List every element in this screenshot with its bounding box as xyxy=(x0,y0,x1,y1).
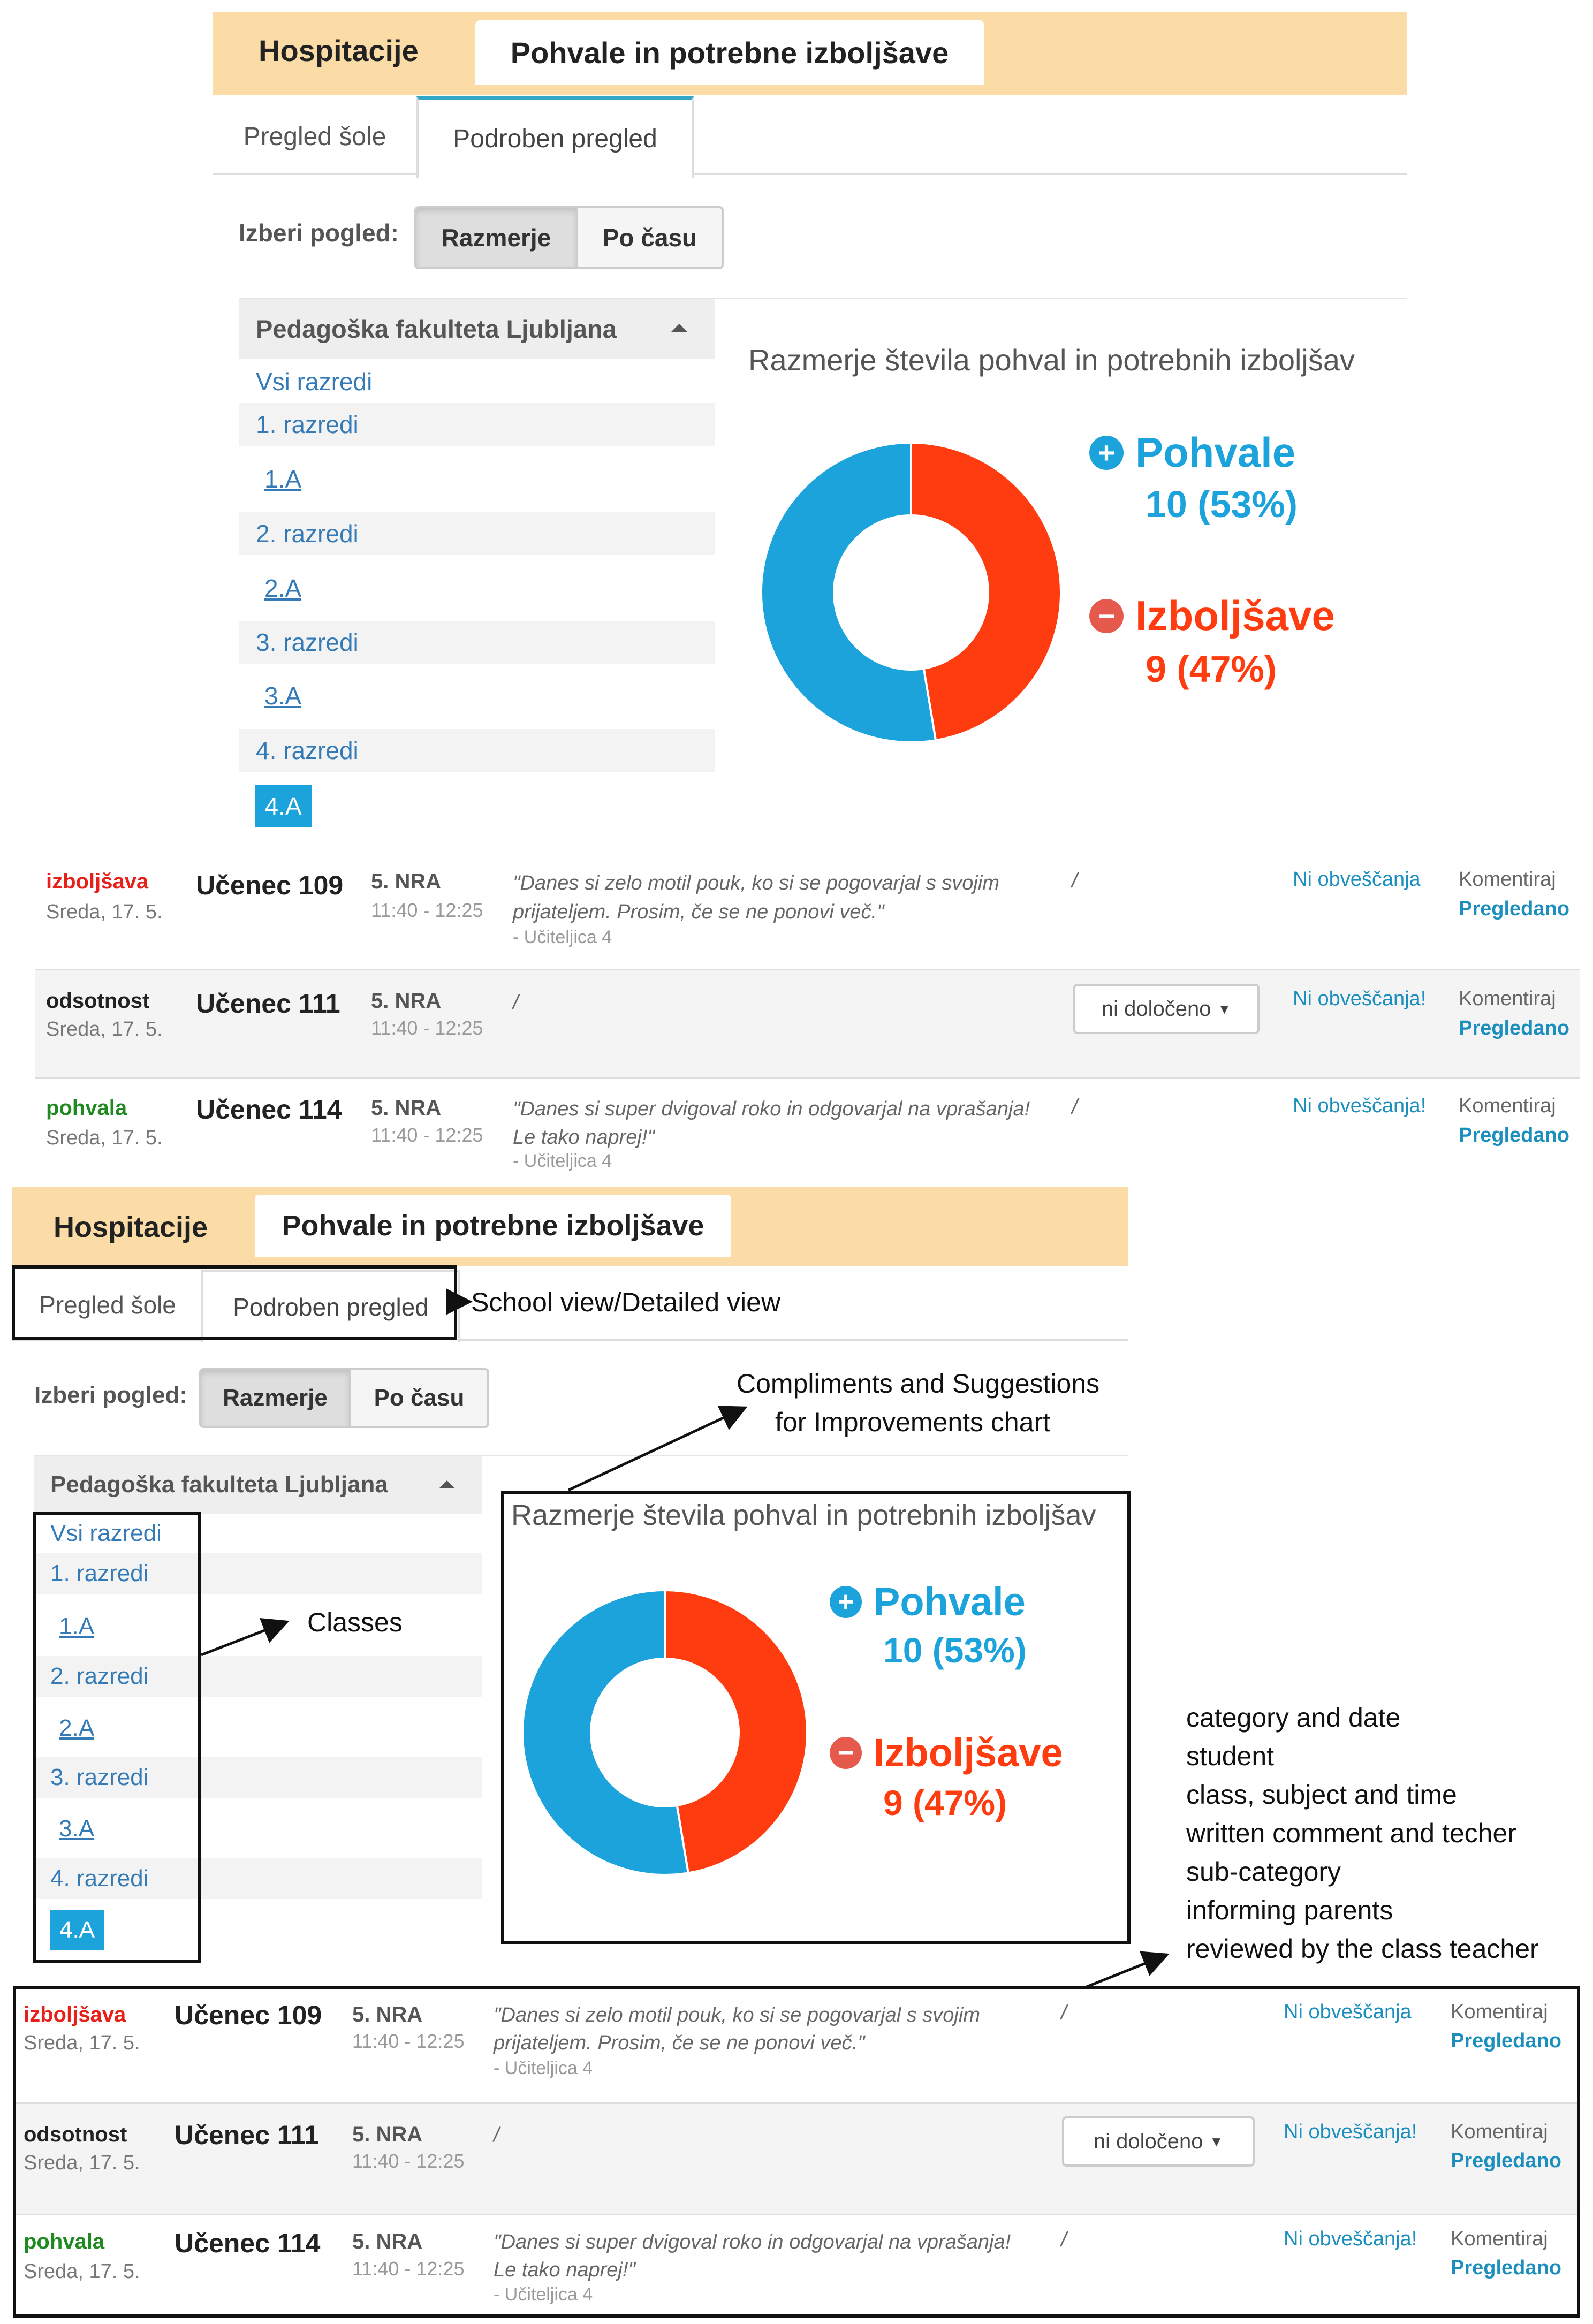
tab-podroben-pregled[interactable]: Podroben pregled xyxy=(416,96,694,178)
records-arrow xyxy=(1087,1955,1167,1987)
record-student: Učenec 109 xyxy=(196,870,344,900)
record-class: 5. NRA xyxy=(371,1096,442,1120)
record-teacher: - Učiteljica 4 xyxy=(513,927,612,947)
class-4a[interactable]: 4.A xyxy=(50,1910,104,1950)
classes-arrow xyxy=(201,1622,287,1655)
record-comment-line1: / xyxy=(513,991,519,1014)
record-time: 11:40 - 12:25 xyxy=(371,1017,483,1039)
record-comment-link[interactable]: Komentiraj xyxy=(1451,2001,1548,2023)
class-group-4[interactable]: 4. razredi xyxy=(239,729,715,772)
tab-podroben-pregled[interactable]: Podroben pregled xyxy=(201,1270,460,1342)
record-category: pohvala xyxy=(24,2230,105,2253)
app-title: Hospitacije xyxy=(259,34,419,67)
record-class: 5. NRA xyxy=(352,2003,423,2026)
record-inform-parents[interactable]: Ni obveščanja xyxy=(1293,868,1421,891)
subcategory-dropdown-value: ni določeno xyxy=(1093,2129,1203,2153)
record-student: Učenec 114 xyxy=(196,1095,342,1125)
columns-note-4: written comment and techer xyxy=(1186,1818,1516,1848)
header-tab-pohvale[interactable]: Pohvale in potrebne izboljšave xyxy=(475,20,984,85)
record-comment-line2: Le tako naprej!" xyxy=(494,2259,635,2281)
plus-circle-icon: + xyxy=(1089,436,1124,470)
record-reviewed[interactable]: Pregledano xyxy=(1459,1124,1569,1146)
classes-note: Classes xyxy=(307,1607,403,1637)
header-tab-pohvale[interactable]: Pohvale in potrebne izboljšave xyxy=(255,1195,731,1257)
subcategory-dropdown-value: ni določeno xyxy=(1101,997,1211,1021)
caret-down-icon: ▼ xyxy=(1209,2133,1224,2150)
record-time: 11:40 - 12:25 xyxy=(371,899,483,921)
record-category: izboljšava xyxy=(46,870,149,893)
chart-note-line1: Compliments and Suggestions xyxy=(737,1369,1100,1399)
columns-note-7: reviewed by the class teacher xyxy=(1186,1934,1539,1964)
legend-praise-label: Pohvale xyxy=(1135,429,1296,476)
legend-improve-value: 9 (47%) xyxy=(1146,648,1277,690)
tab-pregled-sole[interactable]: Pregled šole xyxy=(243,122,386,151)
class-group-2[interactable]: 2. razredi xyxy=(239,512,715,555)
school-name: Pedagoška fakulteta Ljubljana xyxy=(50,1471,388,1498)
columns-note-6: informing parents xyxy=(1186,1895,1393,1925)
tab-pregled-sole[interactable]: Pregled šole xyxy=(39,1290,176,1319)
record-comment-line1: "Danes si zelo motil pouk, ko si se pogovarjal s svojim xyxy=(513,872,999,894)
record-comment-link[interactable]: Komentiraj xyxy=(1459,868,1556,891)
chart-title: Razmerje števila pohval in potrebnih izboljšav xyxy=(511,1499,1096,1531)
view-razmerje-button[interactable]: Razmerje xyxy=(416,208,578,267)
class-group-1[interactable]: 1. razredi xyxy=(239,403,715,446)
record-student: Učenec 111 xyxy=(196,989,340,1019)
class-group-2[interactable]: 2. razredi xyxy=(34,1656,482,1697)
record-date: Sreda, 17. 5. xyxy=(24,2032,140,2054)
record-time: 11:40 - 12:25 xyxy=(352,2258,465,2280)
class-1a[interactable]: 1.A xyxy=(264,465,302,493)
record-inform-parents[interactable]: Ni obveščanja! xyxy=(1284,2228,1417,2250)
legend-praise-value: 10 (53%) xyxy=(1146,483,1298,525)
tabs-note: School view/Detailed view xyxy=(471,1287,781,1317)
view-po-casu-button[interactable]: Po času xyxy=(602,224,697,252)
record-comment-line1: "Danes si super dvigoval roko in odgovarjal na vprašanja! xyxy=(494,2231,1011,2253)
record-time: 11:40 - 12:25 xyxy=(352,2150,465,2172)
record-inform-parents[interactable]: Ni obveščanja xyxy=(1284,2001,1412,2023)
class-all[interactable]: Vsi razredi xyxy=(50,1520,162,1546)
class-1a[interactable]: 1.A xyxy=(59,1613,95,1639)
record-class: 5. NRA xyxy=(371,989,442,1013)
view-po-casu-button[interactable]: Po času xyxy=(374,1385,465,1411)
record-date: Sreda, 17. 5. xyxy=(46,901,163,923)
record-comment-line1: "Danes si super dvigoval roko in odgovarjal na vprašanja! xyxy=(513,1098,1030,1120)
class-3a[interactable]: 3.A xyxy=(264,682,302,710)
columns-note-5: sub-category xyxy=(1186,1857,1341,1887)
class-all[interactable]: Vsi razredi xyxy=(256,368,373,396)
class-3a[interactable]: 3.A xyxy=(59,1816,95,1842)
record-teacher: - Učiteljica 4 xyxy=(513,1151,612,1171)
view-selector-label: Izberi pogled: xyxy=(34,1382,187,1408)
legend-improve-label: Izboljšave xyxy=(874,1730,1063,1775)
record-date: Sreda, 17. 5. xyxy=(46,1127,163,1149)
record-student: Učenec 109 xyxy=(175,2000,322,2030)
record-reviewed[interactable]: Pregledano xyxy=(1451,2030,1561,2052)
record-student: Učenec 111 xyxy=(175,2120,319,2150)
record-subcategory: / xyxy=(1061,2228,1067,2251)
minus-circle-icon: − xyxy=(1089,599,1124,633)
plus-circle-icon: + xyxy=(830,1586,862,1618)
columns-note-2: student xyxy=(1186,1741,1275,1771)
record-category: izboljšava xyxy=(24,2003,126,2026)
record-comment-line2: prijateljem. Prosim, če se ne ponovi več." xyxy=(494,2032,865,2054)
record-date: Sreda, 17. 5. xyxy=(46,1018,163,1041)
legend-improve-value: 9 (47%) xyxy=(883,1783,1007,1822)
record-comment-link[interactable]: Komentiraj xyxy=(1459,1095,1556,1117)
legend-improve-label: Izboljšave xyxy=(1135,592,1335,639)
record-comment-line2: prijateljem. Prosim, če se ne ponovi več." xyxy=(513,901,884,923)
view-razmerje-button[interactable]: Razmerje xyxy=(201,1370,351,1426)
class-group-1[interactable]: 1. razredi xyxy=(34,1553,482,1594)
record-comment-link[interactable]: Komentiraj xyxy=(1451,2228,1548,2250)
record-time: 11:40 - 12:25 xyxy=(352,2030,465,2052)
record-inform-parents[interactable]: Ni obveščanja! xyxy=(1293,1095,1427,1117)
minus-circle-icon: − xyxy=(830,1737,862,1769)
school-name: Pedagoška fakulteta Ljubljana xyxy=(256,314,617,343)
class-group-4[interactable]: 4. razredi xyxy=(34,1858,482,1899)
caret-down-icon: ▼ xyxy=(1217,1000,1232,1017)
app-title: Hospitacije xyxy=(54,1211,208,1243)
record-subcategory: / xyxy=(1072,869,1078,892)
record-category: odsotnost xyxy=(46,989,150,1013)
record-comment-line1: "Danes si zelo motil pouk, ko si se pogovarjal s svojim xyxy=(494,2004,980,2026)
chart-title: Razmerje števila pohval in potrebnih izboljšav xyxy=(748,343,1355,377)
record-reviewed[interactable]: Pregledano xyxy=(1459,898,1569,920)
record-teacher: - Učiteljica 4 xyxy=(494,2058,593,2078)
chart-arrow xyxy=(568,1408,745,1490)
record-reviewed[interactable]: Pregledano xyxy=(1451,2257,1561,2279)
record-comment-link[interactable]: Komentiraj xyxy=(1451,2121,1548,2143)
record-class: 5. NRA xyxy=(371,870,442,893)
record-date: Sreda, 17. 5. xyxy=(24,2152,140,2174)
chart-note-line2: for Improvements chart xyxy=(775,1407,1051,1437)
record-time: 11:40 - 12:25 xyxy=(371,1124,483,1146)
record-reviewed[interactable]: Pregledano xyxy=(1459,1017,1569,1039)
record-date: Sreda, 17. 5. xyxy=(24,2260,140,2283)
view-selector-label: Izberi pogled: xyxy=(239,219,399,247)
class-2a[interactable]: 2.A xyxy=(59,1715,95,1741)
legend-praise-label: Pohvale xyxy=(874,1579,1026,1624)
record-class: 5. NRA xyxy=(352,2123,423,2146)
legend-praise-value: 10 (53%) xyxy=(883,1630,1027,1670)
record-comment-link[interactable]: Komentiraj xyxy=(1459,988,1556,1010)
columns-note-1: category and date xyxy=(1186,1703,1401,1733)
record-subcategory: / xyxy=(1072,1095,1078,1119)
record-student: Učenec 114 xyxy=(175,2228,321,2258)
record-inform-parents[interactable]: Ni obveščanja! xyxy=(1293,988,1427,1010)
class-group-3[interactable]: 3. razredi xyxy=(239,621,715,664)
record-category: odsotnost xyxy=(24,2123,127,2146)
record-subcategory: / xyxy=(1061,2001,1067,2024)
record-inform-parents[interactable]: Ni obveščanja! xyxy=(1284,2121,1417,2143)
class-2a[interactable]: 2.A xyxy=(264,574,302,602)
class-group-3[interactable]: 3. razredi xyxy=(34,1757,482,1798)
record-comment-line2: Le tako naprej!" xyxy=(513,1126,655,1149)
record-class: 5. NRA xyxy=(352,2230,423,2253)
columns-note-3: class, subject and time xyxy=(1186,1780,1457,1810)
record-comment-line1: / xyxy=(494,2124,499,2146)
record-reviewed[interactable]: Pregledano xyxy=(1451,2150,1561,2172)
record-category: pohvala xyxy=(46,1096,127,1120)
record-teacher: - Učiteljica 4 xyxy=(494,2284,593,2305)
class-4a[interactable]: 4.A xyxy=(255,785,312,827)
